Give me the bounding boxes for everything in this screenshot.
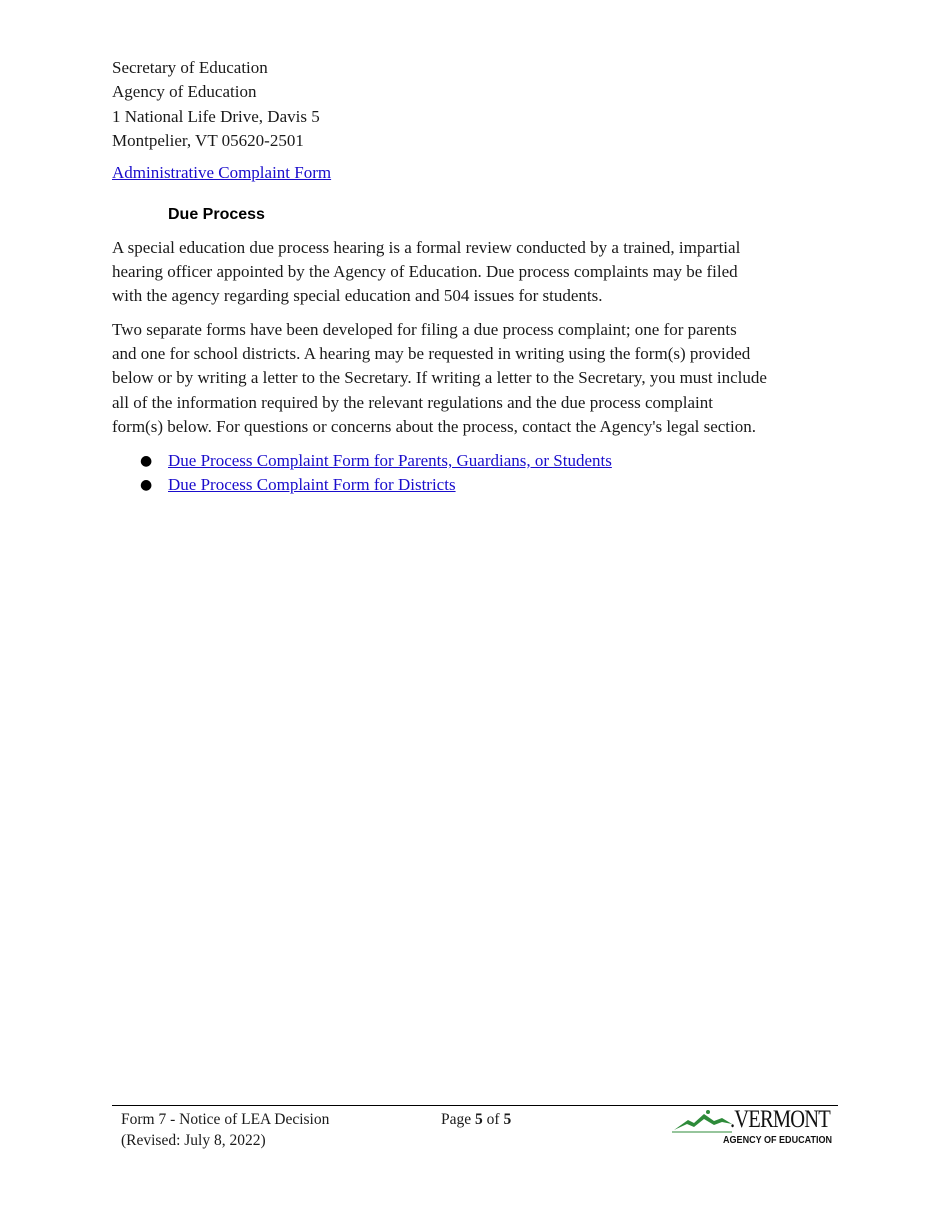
paragraph-line: hearing officer appointed by the Agency of Education. Due process complaints may be filed xyxy=(112,262,738,282)
footer-page-number xyxy=(441,1109,511,1130)
page-current: 5 xyxy=(475,1111,483,1128)
address-line: Montpelier, VT 05620-2501 xyxy=(112,130,304,150)
paragraph-line: below or by writing a letter to the Secretary. If writing a letter to the Secretary, you must include xyxy=(112,368,767,388)
paragraph-forms-info xyxy=(112,318,852,439)
mountain-logo-icon xyxy=(672,1108,734,1134)
address-line: Secretary of Education xyxy=(112,58,268,77)
paragraph-line: all of the information required by the relevant regulations and the due process complaint xyxy=(112,392,713,412)
footer-form-title: Form 7 - Notice of LEA Decision xyxy=(121,1111,330,1128)
page-of: of xyxy=(486,1111,500,1128)
footer-revised-date: (Revised: July 8, 2022) xyxy=(121,1132,266,1149)
page-total: 5 xyxy=(503,1111,512,1128)
administrative-complaint-form-link[interactable]: Administrative Complaint Form xyxy=(112,163,332,182)
footer-form-info xyxy=(121,1109,329,1151)
paragraph-line: with the agency regarding special education and 504 issues for students. xyxy=(112,286,603,306)
paragraph-line: Two separate forms have been developed for filing a due process complaint; one for parents xyxy=(112,320,737,339)
vermont-aoe-logo xyxy=(672,1106,832,1150)
address-line: Agency of Education xyxy=(112,82,257,102)
section-heading-due-process: Due Process xyxy=(168,206,265,223)
parents-complaint-form-link[interactable]: Due Process Complaint Form for Parents, Guardians, or Students xyxy=(168,451,612,470)
logo-wordmark: .VERMONT xyxy=(730,1106,830,1133)
paragraph-due-process-intro xyxy=(112,236,852,309)
districts-complaint-form-link[interactable]: Due Process Complaint Form for Districts xyxy=(168,475,456,494)
logo-subtitle: AGENCY OF EDUCATION xyxy=(723,1134,833,1146)
bullet-icon: ● xyxy=(140,477,153,493)
address-line: 1 National Life Drive, Davis 5 xyxy=(112,106,320,126)
bullet-icon: ● xyxy=(140,453,153,469)
paragraph-line: form(s) below. For questions or concerns about the process, contact the Agency's legal section. xyxy=(112,416,757,436)
paragraph-line: A special education due process hearing is a formal review conducted by a trained, impartial xyxy=(112,238,741,257)
paragraph-line: and one for school districts. A hearing may be requested in writing using the form(s) provided xyxy=(112,344,751,364)
mailing-address xyxy=(112,56,320,153)
admin-complaint-link-wrap xyxy=(112,162,331,184)
page-label: Page xyxy=(441,1111,472,1128)
